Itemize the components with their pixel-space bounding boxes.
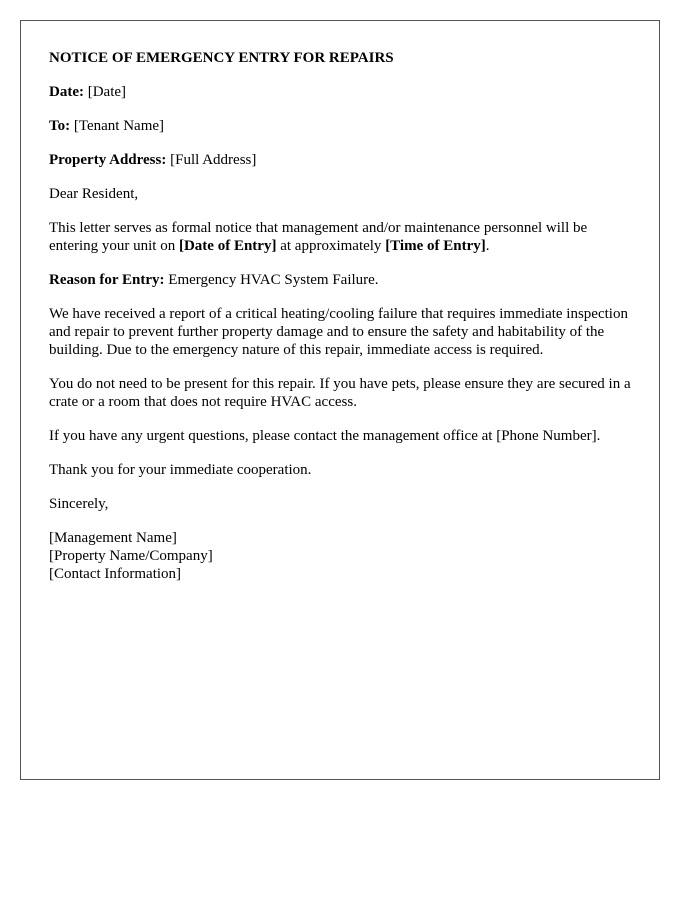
- address-value: [Full Address]: [170, 152, 257, 168]
- intro-text-2: at approximately: [276, 238, 386, 254]
- salutation: Dear Resident,: [49, 186, 139, 202]
- address-line: [49, 151, 639, 169]
- closing: Sincerely,: [49, 496, 109, 512]
- address-label: Property Address:: [49, 152, 167, 168]
- letter-page: [20, 20, 660, 780]
- questions-paragraph: If you have any urgent questions, please contact the management office at [Phone Number].: [49, 428, 601, 444]
- intro-text-3: .: [485, 238, 490, 254]
- letter-title: NOTICE OF EMERGENCY ENTRY FOR REPAIRS: [49, 50, 394, 66]
- pets-paragraph: You do not need to be present for this repair. If you have pets, please ensure they are secured in a crate or a room that does not require HVAC access.: [49, 376, 631, 410]
- intro-text-1: This letter serves as formal notice that management and/or maintenance personnel will be entering your unit on: [49, 220, 588, 254]
- date-label: Date:: [49, 84, 84, 100]
- signature-company: [Property Name/Company]: [49, 548, 213, 564]
- date-line: [49, 83, 639, 101]
- thanks-paragraph: Thank you for your immediate cooperation.: [49, 462, 312, 478]
- signature-name: [Management Name]: [49, 530, 177, 546]
- date-of-entry: [Date of Entry]: [178, 238, 277, 254]
- to-label: To:: [49, 118, 71, 134]
- reason-label: Reason for Entry:: [49, 272, 165, 288]
- intro-paragraph: [49, 219, 639, 255]
- reason-value: Emergency HVAC System Failure.: [168, 272, 379, 288]
- letter-body: [49, 49, 639, 599]
- date-value: [Date]: [87, 84, 127, 100]
- to-value: [Tenant Name]: [73, 118, 165, 134]
- signature-block: [49, 529, 639, 583]
- to-line: [49, 117, 639, 135]
- signature-contact: [Contact Information]: [49, 566, 182, 582]
- report-paragraph: We have received a report of a critical heating/cooling failure that requires immediate inspection and repair to prevent further property damage and to ensure the safety and habitability of the building. Due to the emergency nature of this repair, immediate access is required.: [49, 306, 628, 358]
- time-of-entry: [Time of Entry]: [385, 238, 486, 254]
- reason-line: [49, 271, 639, 289]
